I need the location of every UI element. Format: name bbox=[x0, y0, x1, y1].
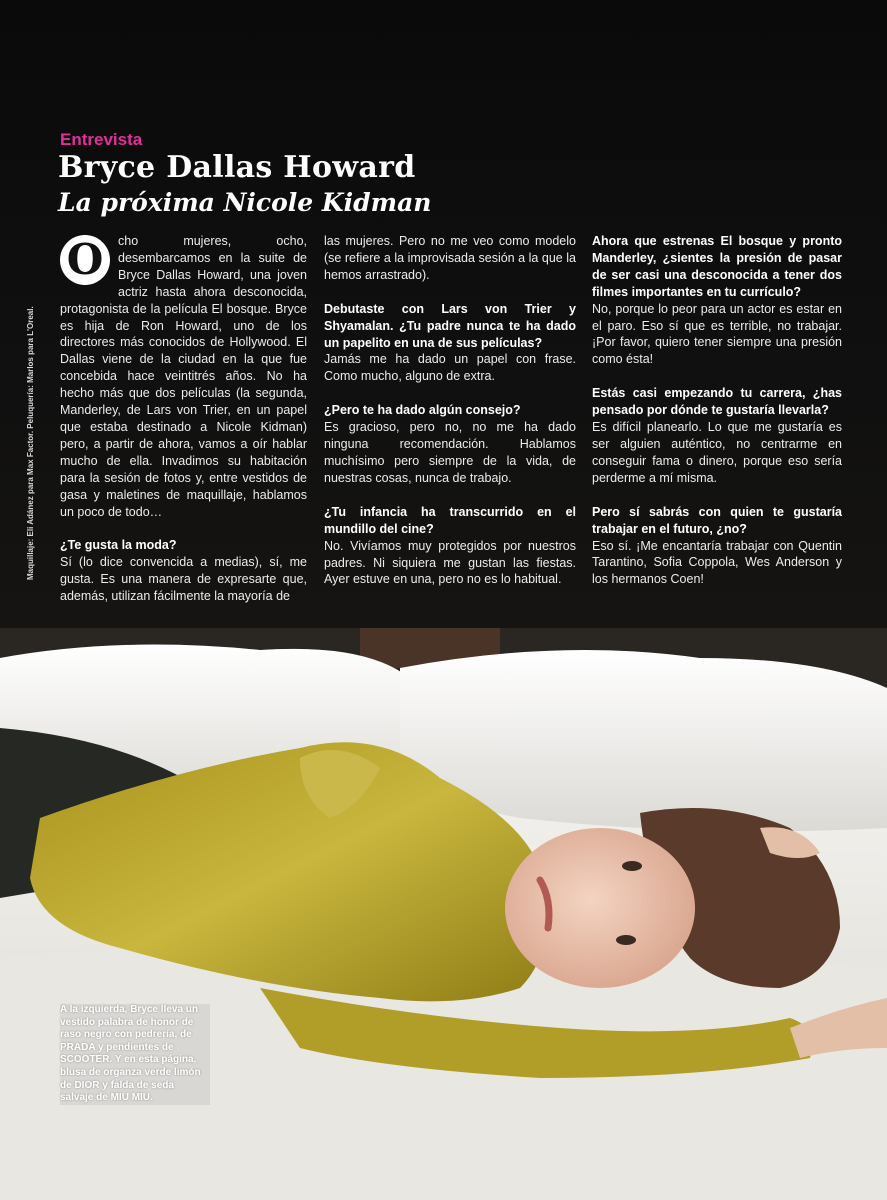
qa-block bbox=[324, 402, 576, 487]
qa-block bbox=[592, 233, 842, 368]
qa-block bbox=[324, 504, 576, 589]
qa-block bbox=[324, 301, 576, 386]
answer: Es difícil planearlo. Lo que me gustaría es ser alguien auténtico, no centrarme en conseguir fama o dinero, porque eso sería perderme a mí misma. bbox=[592, 420, 842, 485]
qa-block bbox=[592, 504, 842, 589]
intro-text: cho mujeres, ocho, desembarcamos en la suite de Bryce Dallas Howard, una joven actriz hasta ahora desconocida, protagonista de la película El bosque. Bryce es hija de Ron Howard, uno de los directores más conocidos de Hollywood. El Dallas viene de la ciudad en la que fue concebida hace veintitrés años. No ha hecho más que dos películas (la segunda, Manderley, de Lars von Trier, en un papel que estaba destinado a Nicole Kidman) pero, a partir de ahora, vamos a oír hablar mucho de ella. Invadimos su habitación para la sesión de fotos y, entre vestidos de gasa y maletines de maquillaje, hablamos un poco de todo… bbox=[60, 234, 307, 519]
text-column-1 bbox=[60, 233, 307, 622]
answer: Jamás me ha dado un papel con frase. Como mucho, alguno de extra. bbox=[324, 352, 576, 384]
answer: No, porque lo peor para un actor es estar en el paro. Eso sí que es terrible, no trabajar. ¡Por favor, quiero tener siempre una presión como ésta! bbox=[592, 301, 842, 367]
portrait-illustration bbox=[0, 628, 887, 1200]
article-title: Bryce Dallas Howard bbox=[58, 150, 416, 185]
answer: Eso sí. ¡Me encantaría trabajar con Quentin Tarantino, Sofia Coppola, Wes Anderson y los hermanos Coen! bbox=[592, 538, 842, 587]
answer: Es gracioso, pero no, no me ha dado ninguna recomendación. Hablamos muchísimo pero siempre de la vida, de nuestras cosas, nunca de trabajo. bbox=[324, 420, 576, 485]
section-label: Entrevista bbox=[60, 130, 143, 149]
question: ¿Te gusta la moda? bbox=[60, 538, 177, 553]
question: ¿Tu infancia ha transcurrido en el mundillo del cine? bbox=[324, 504, 576, 536]
intro-paragraph bbox=[60, 233, 307, 520]
question: Ahora que estrenas El bosque y pronto Manderley, ¿sientes la presión de pasar de ser casi una desconocida a tener dos filmes importantes en tu currículo? bbox=[592, 234, 842, 299]
question: Estás casi empezando tu carrera, ¿has pensado por dónde te gustaría llevarla? bbox=[592, 386, 842, 418]
question: ¿Pero te ha dado algún consejo? bbox=[324, 403, 521, 418]
question: Debutaste con Lars von Trier y Shyamalan. ¿Tu padre nunca te ha dado un papelito en una de sus películas? bbox=[324, 301, 576, 350]
qa-block bbox=[592, 385, 842, 486]
answer: Sí (lo dice convencida a medias), sí, me gusta. Es una manera de expresarte que, además, utilizan fácilmente la mayoría de bbox=[60, 555, 307, 604]
question: Pero sí sabrás con quien te gustaría trabajar en el futuro, ¿no? bbox=[592, 504, 842, 536]
text-column-2 bbox=[324, 233, 576, 605]
portrait-photo bbox=[0, 628, 887, 1200]
answer-continuation: las mujeres. Pero no me veo como modelo (se refiere a la improvisada sesión a la que la hemos arrastrado). bbox=[324, 234, 576, 282]
text-column-3 bbox=[592, 233, 842, 605]
photo-caption: A la izquierda, Bryce lleva un vestido palabra de honor de raso negro con pedrería, de PRADA y pendientes de SCOOTER. Y en esta página, blusa de organza verde limón de DIOR y falda de seda salvaje de MIU MIU. bbox=[60, 1004, 210, 1105]
answer: No. Vivíamos muy protegidos por nuestros padres. Ni siquiera me gustan las fiestas. Ayer estuve en una, pero no es lo habitual. bbox=[324, 538, 576, 587]
qa-block bbox=[60, 537, 307, 605]
article-subtitle: La próxima Nicole Kidman bbox=[58, 188, 432, 217]
photo-credits: Maquillaje: Eli Adánez para Max Factor. Peluquería: Marlos para L'Oreal. bbox=[26, 306, 35, 580]
drop-cap: O bbox=[60, 235, 110, 285]
